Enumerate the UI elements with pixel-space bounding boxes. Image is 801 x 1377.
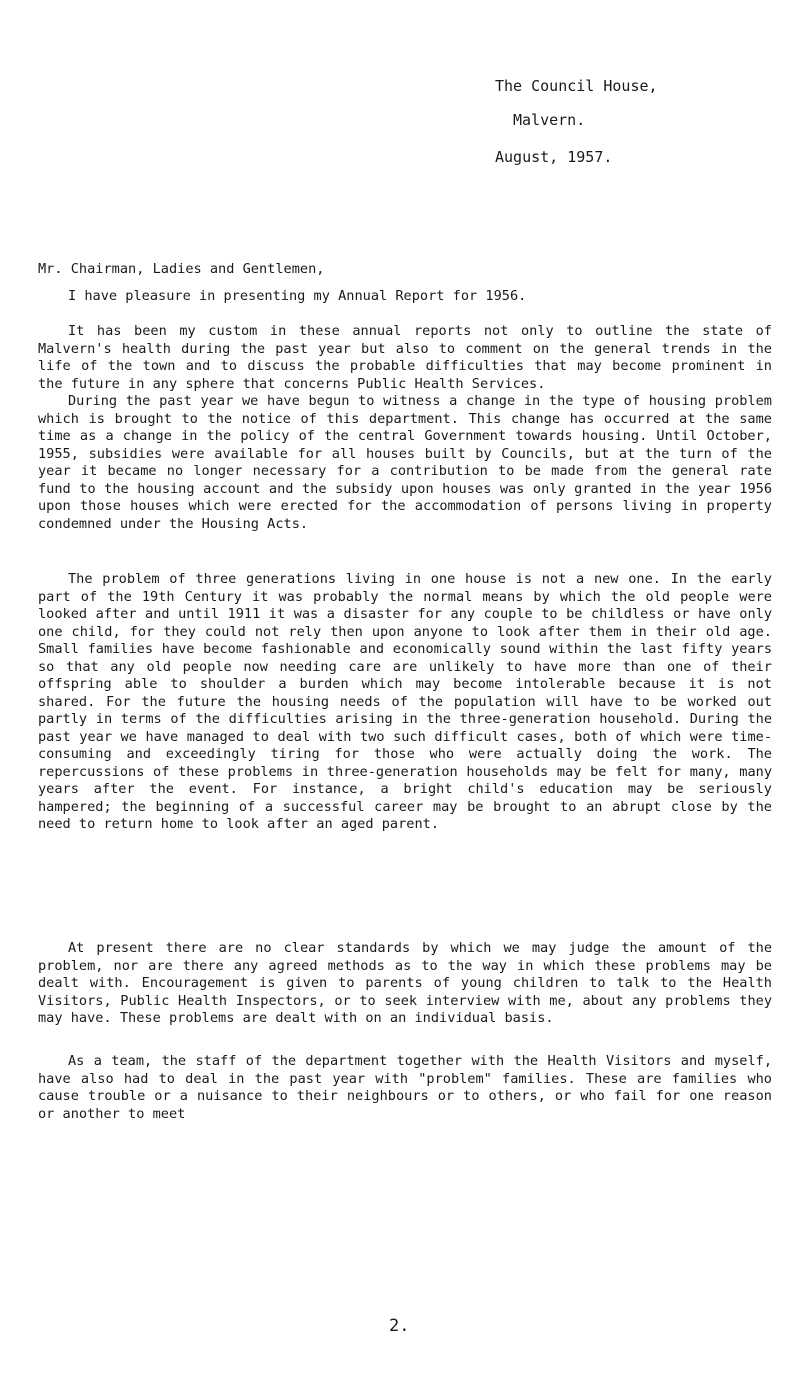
paragraph-3: The problem of three generations living in one house is not a new one. In the early part of the 19th Century it was probably the normal means by which the old people were looked after and until 1911 it was a disaster for any couple to be childless or have only one child, for they could not rely then upon anyone to look after them in their old age. Small families have become fashionable and economically sound within the last fifty years so that any old people now needing care are unlikely to have more than one of their offspring able to shoulder a burden which may become intolerable because it is not shared. For the future the housing needs of the population will have to be worked out partly in terms of the difficulties arising in the three-generation household. During the past year we have managed to deal with two such difficult cases, both of which were time-consuming and exceedingly tiring for those who were actually doing the work. The repercussions of these problems in three-generation households may be felt for many, many years after the event. For instance, a bright child's education may be seriously hampered; the beginning of a successful career may be brought to an abrupt close by the need to return home to look after an aged parent. <box>38 571 772 832</box>
paragraph-4: At present there are no clear standards by which we may judge the amount of the problem, nor are there any agreed methods as to the way in which these problems may be dealt with. Encouragement is given to parents of young children to talk to the Health Visitors, Public Health Inspectors, or to seek interview with me, about any problems they may have. These problems are dealt with on an individual basis. <box>38 940 772 1026</box>
letter-date: August, 1957. <box>495 148 613 166</box>
salutation: Mr. Chairman, Ladies and Gentlemen, <box>38 261 325 277</box>
opening-sentence: I have pleasure in presenting my Annual Report for 1956. <box>68 288 527 304</box>
paragraph-2: During the past year we have begun to witness a change in the type of housing problem which is brought to the notice of this department. This change has occurred at the same time as a change in the policy of the central Government towards housing. Until October, 1955, subsidies were available for all houses built by Councils, but at the turn of the year it became no longer necessary for a contribution to be made from the general rate fund to the housing account and the subsidy upon houses was only granted in the year 1956 upon those houses which were erected for the accommodation of persons living in property condemned under the Housing Acts. <box>38 393 772 532</box>
page-number: 2. <box>389 1316 410 1336</box>
paragraph-5: As a team, the staff of the department together with the Health Visitors and myself, have also had to deal in the past year with "problem" families. These are families who cause trouble or a nuisance to their neighbours or to others, or who fail for one reason or another to meet <box>38 1053 772 1122</box>
address-line-1: The Council House, <box>495 77 658 95</box>
paragraph-1: It has been my custom in these annual reports not only to outline the state of Malvern's health during the past year but also to comment on the general trends in the life of the town and to discuss the probable difficulties that may become prominent in the future in any sphere that concerns Public Health Services. <box>38 323 772 392</box>
address-line-2: Malvern. <box>513 111 586 129</box>
